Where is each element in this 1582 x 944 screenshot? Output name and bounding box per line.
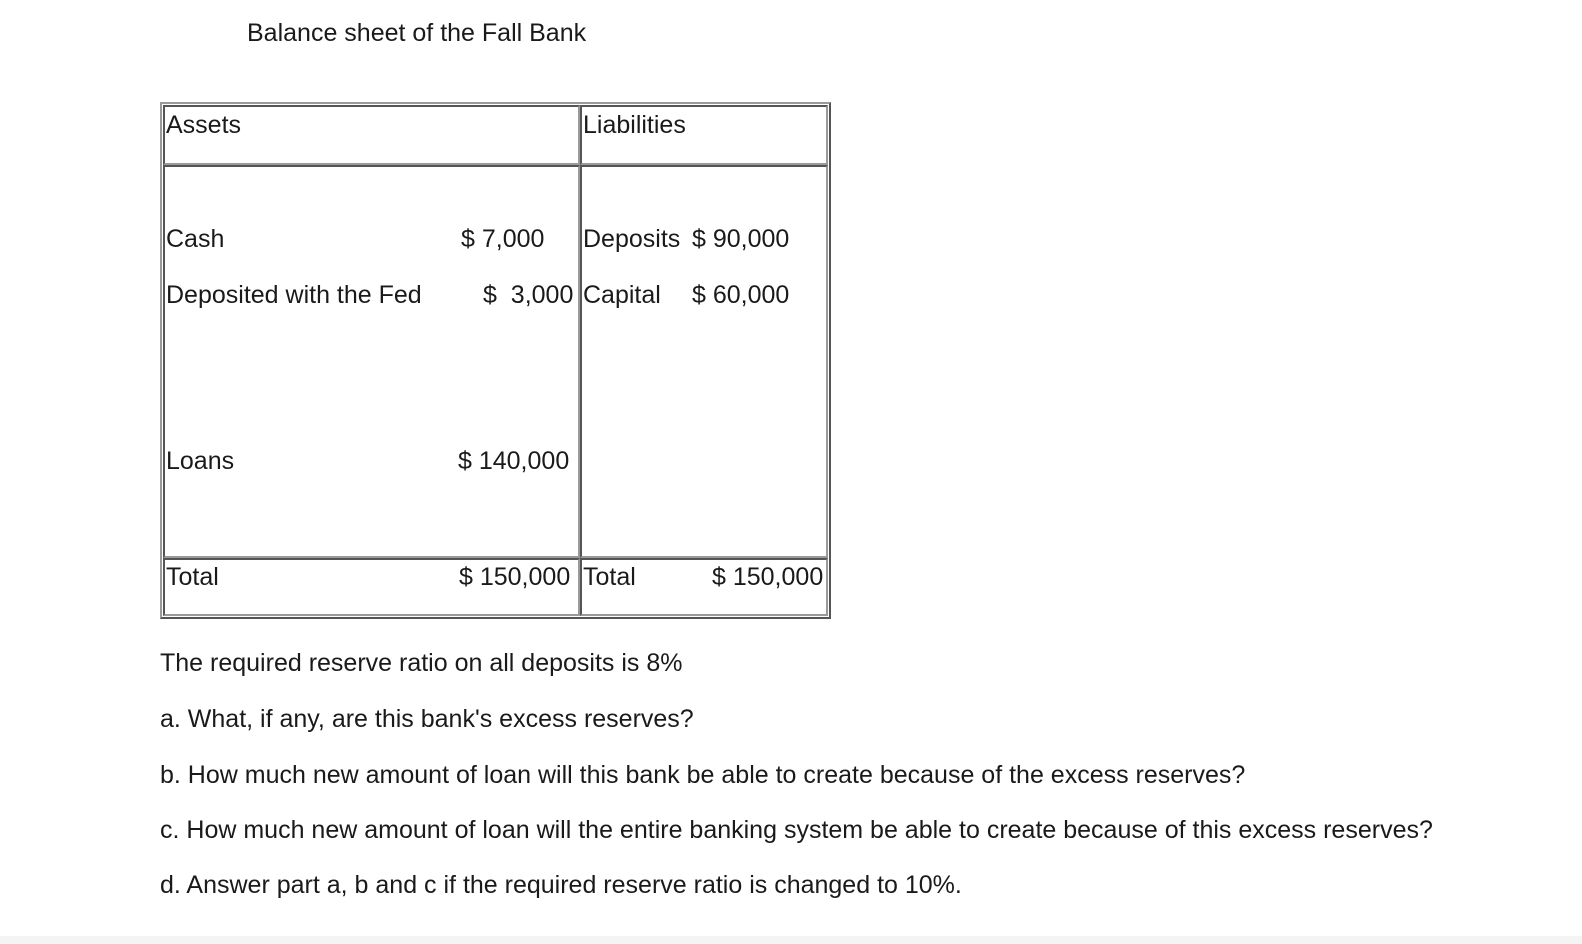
question-a: a. What, if any, are this bank's excess reserves? <box>160 705 694 733</box>
liabilities-header: Liabilities <box>583 111 686 139</box>
reserve-ratio-statement: The required reserve ratio on all deposits is 8% <box>160 649 683 677</box>
liabilities-total-label: Total <box>583 563 636 591</box>
liabilities-header-cell <box>580 105 828 165</box>
capital-value: $ 60,000 <box>692 281 790 309</box>
assets-body-cell <box>163 165 580 558</box>
cash-value: $ 7,000 <box>461 225 545 253</box>
question-d: d. Answer part a, b and c if the required reserve ratio is changed to 10%. <box>160 871 962 899</box>
assets-total-cell <box>163 558 580 616</box>
liabilities-body-cell <box>580 165 828 558</box>
deposited-with-fed-label: Deposited with the Fed <box>166 281 422 309</box>
loans-value: $ 140,000 <box>458 447 570 475</box>
balance-sheet-table <box>160 102 831 619</box>
deposits-value: $ 90,000 <box>692 225 790 253</box>
assets-header-cell <box>163 105 580 165</box>
question-b: b. How much new amount of loan will this bank be able to create because of the excess reserves? <box>160 761 1246 789</box>
document-title: Balance sheet of the Fall Bank <box>247 19 587 47</box>
question-c: c. How much new amount of loan will the entire banking system be able to create because of this excess reserves? <box>160 816 1433 844</box>
deposits-label: Deposits <box>583 225 681 253</box>
assets-total-value: $ 150,000 <box>459 563 571 591</box>
deposited-with-fed-value: $ 3,000 <box>483 281 574 309</box>
liabilities-total-cell <box>580 558 828 616</box>
bottom-strip <box>0 936 1582 944</box>
assets-header: Assets <box>166 111 242 139</box>
cash-label: Cash <box>166 225 225 253</box>
loans-label: Loans <box>166 447 235 475</box>
liabilities-total-value: $ 150,000 <box>712 563 824 591</box>
assets-total-label: Total <box>166 563 219 591</box>
capital-label: Capital <box>583 281 661 309</box>
